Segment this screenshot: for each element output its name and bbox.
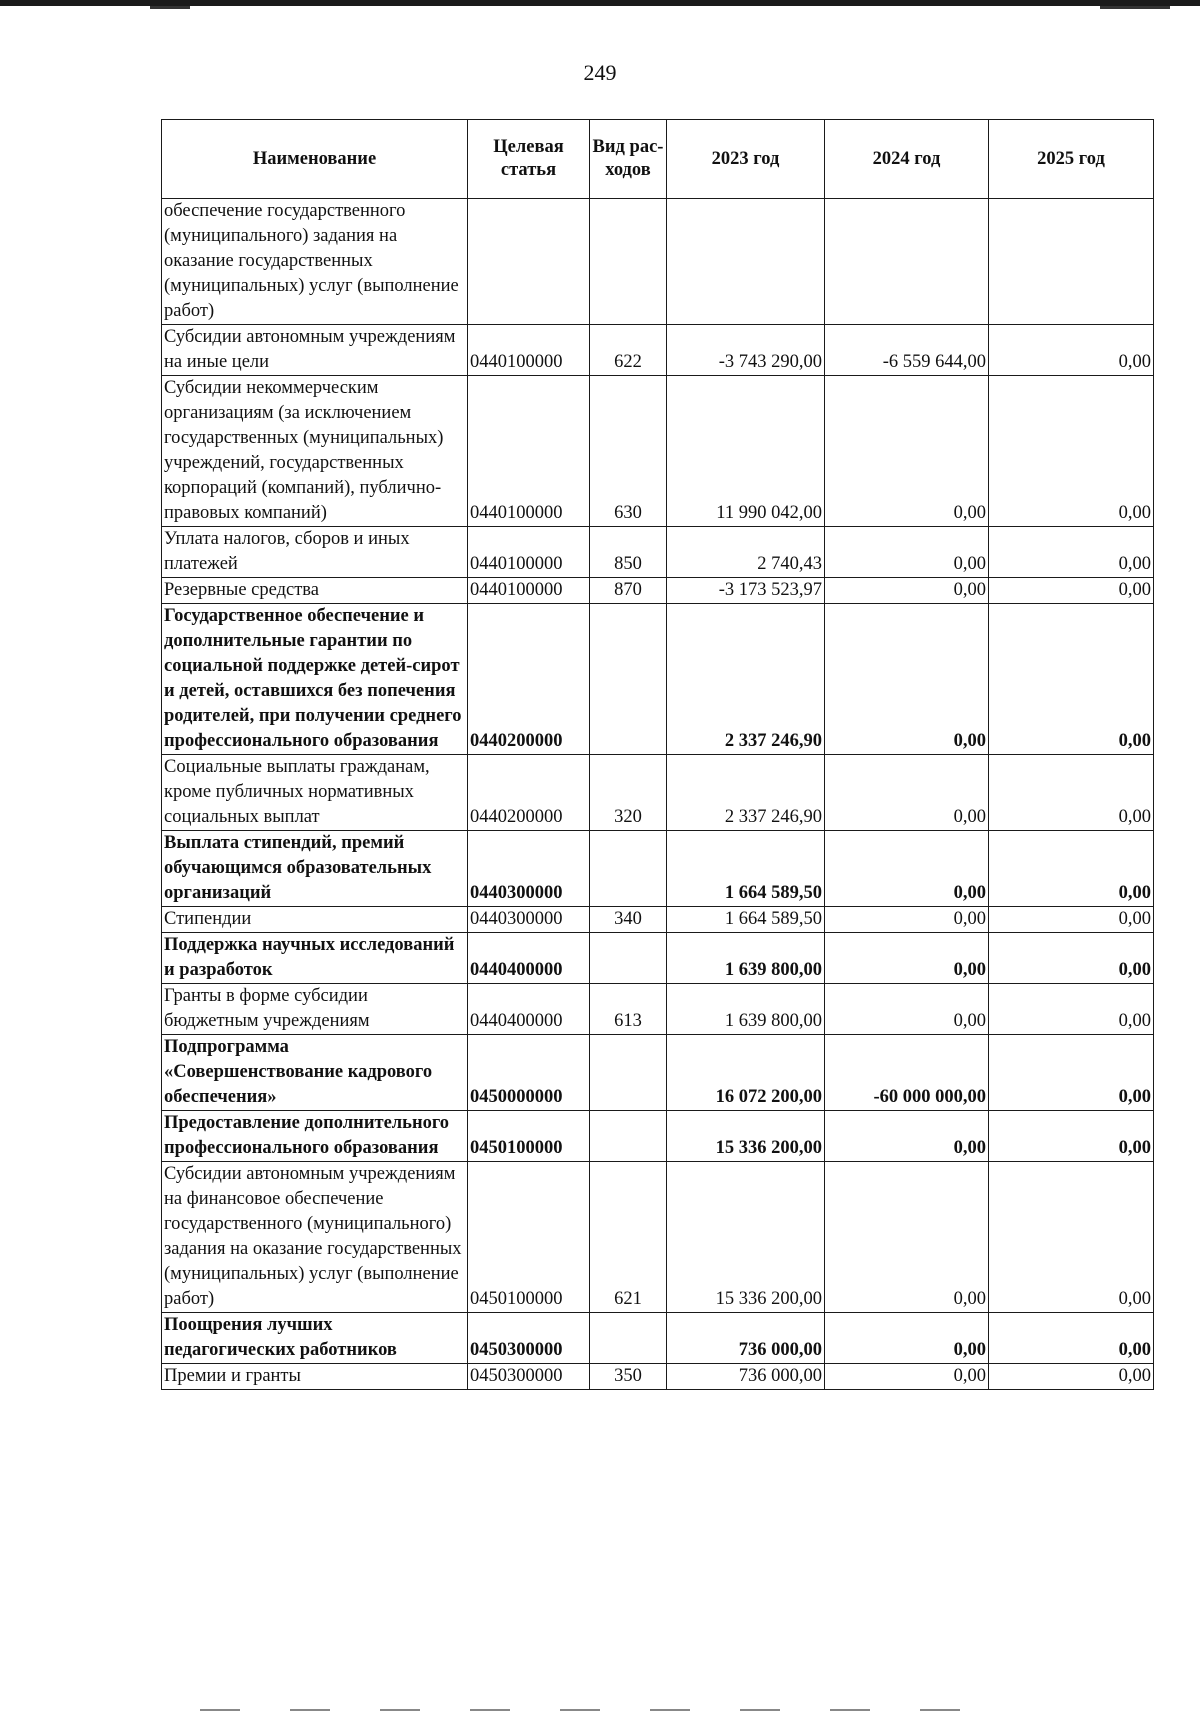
- cell-expense-type: 630: [590, 376, 667, 527]
- cell-expense-type: 613: [590, 984, 667, 1035]
- cell-2025: 0,00: [989, 604, 1154, 755]
- cell-target-article: 0440100000: [468, 376, 590, 527]
- scan-bottom-marks: [200, 1709, 960, 1711]
- header-code: Целевая статья: [468, 120, 590, 199]
- cell-2025: 0,00: [989, 755, 1154, 831]
- cell-2023: 16 072 200,00: [667, 1035, 825, 1111]
- cell-target-article: 0450300000: [468, 1313, 590, 1364]
- header-kind: Вид рас- ходов: [590, 120, 667, 199]
- cell-2023: 736 000,00: [667, 1364, 825, 1390]
- cell-2024: 0,00: [825, 578, 989, 604]
- table-row: [162, 604, 1154, 755]
- cell-2024: 0,00: [825, 1111, 989, 1162]
- header-2024: 2024 год: [825, 120, 989, 199]
- cell-target-article: 0450300000: [468, 1364, 590, 1390]
- cell-name: Субсидии некоммерческим организациям (за исключением государственных (муниципальных) учреждений, государственных корпораций (компаний), публично-правовых компаний): [162, 376, 468, 527]
- cell-target-article: [468, 199, 590, 325]
- cell-expense-type: 622: [590, 325, 667, 376]
- header-2025: 2025 год: [989, 120, 1154, 199]
- cell-2024: 0,00: [825, 755, 989, 831]
- cell-2024: -60 000 000,00: [825, 1035, 989, 1111]
- cell-expense-type: 340: [590, 907, 667, 933]
- header-2023: 2023 год: [667, 120, 825, 199]
- table-row: [162, 1111, 1154, 1162]
- cell-name: Уплата налогов, сборов и иных платежей: [162, 527, 468, 578]
- table-row: [162, 527, 1154, 578]
- table-row: [162, 1162, 1154, 1313]
- table-row: [162, 578, 1154, 604]
- cell-2024: 0,00: [825, 1364, 989, 1390]
- cell-name: Резервные средства: [162, 578, 468, 604]
- cell-expense-type: [590, 199, 667, 325]
- cell-expense-type: [590, 1313, 667, 1364]
- cell-2025: 0,00: [989, 831, 1154, 907]
- cell-expense-type: [590, 831, 667, 907]
- cell-2023: 2 337 246,90: [667, 755, 825, 831]
- cell-expense-type: 621: [590, 1162, 667, 1313]
- cell-2023: 15 336 200,00: [667, 1162, 825, 1313]
- cell-2025: 0,00: [989, 1313, 1154, 1364]
- cell-2024: 0,00: [825, 831, 989, 907]
- cell-2023: -3 173 523,97: [667, 578, 825, 604]
- scan-top-edge: [0, 0, 1200, 6]
- cell-name: Поощрения лучших педагогических работников: [162, 1313, 468, 1364]
- cell-name: Государственное обеспечение и дополнительные гарантии по социальной поддержке детей-сирот и детей, оставшихся без попечения родителей, при получении среднего профессионального образования: [162, 604, 468, 755]
- cell-name: Социальные выплаты гражданам, кроме публичных нормативных социальных выплат: [162, 755, 468, 831]
- cell-expense-type: 850: [590, 527, 667, 578]
- cell-2025: 0,00: [989, 527, 1154, 578]
- cell-target-article: 0440300000: [468, 907, 590, 933]
- cell-2025: 0,00: [989, 933, 1154, 984]
- cell-2024: 0,00: [825, 527, 989, 578]
- page-number: 249: [583, 60, 617, 85]
- cell-2023: 2 337 246,90: [667, 604, 825, 755]
- cell-2024: [825, 199, 989, 325]
- table-row: [162, 933, 1154, 984]
- table-row: [162, 376, 1154, 527]
- cell-name: обеспечение государственного (муниципального) задания на оказание государственных (муниципальных) услуг (выполнение работ): [162, 199, 468, 325]
- cell-expense-type: [590, 1035, 667, 1111]
- table-row: [162, 831, 1154, 907]
- table-row: [162, 325, 1154, 376]
- cell-2025: 0,00: [989, 1162, 1154, 1313]
- cell-2025: 0,00: [989, 1364, 1154, 1390]
- cell-2024: 0,00: [825, 933, 989, 984]
- cell-2023: [667, 199, 825, 325]
- cell-expense-type: 870: [590, 578, 667, 604]
- cell-2024: 0,00: [825, 604, 989, 755]
- cell-2023: 1 664 589,50: [667, 831, 825, 907]
- cell-2024: -6 559 644,00: [825, 325, 989, 376]
- cell-2023: 1 664 589,50: [667, 907, 825, 933]
- cell-name: Премии и гранты: [162, 1364, 468, 1390]
- cell-2023: 15 336 200,00: [667, 1111, 825, 1162]
- table-row: [162, 984, 1154, 1035]
- cell-2024: 0,00: [825, 376, 989, 527]
- table-row: [162, 907, 1154, 933]
- table-row: [162, 1313, 1154, 1364]
- cell-2023: -3 743 290,00: [667, 325, 825, 376]
- cell-2024: 0,00: [825, 1313, 989, 1364]
- cell-target-article: 0440400000: [468, 984, 590, 1035]
- table-row: [162, 1035, 1154, 1111]
- cell-2025: 0,00: [989, 907, 1154, 933]
- cell-expense-type: 320: [590, 755, 667, 831]
- cell-2023: 1 639 800,00: [667, 984, 825, 1035]
- cell-name: Стипендии: [162, 907, 468, 933]
- cell-name: Субсидии автономным учреждениям на финансовое обеспечение государственного (муниципального) задания на оказание государственных (муниципальных) услуг (выполнение работ): [162, 1162, 468, 1313]
- cell-2025: [989, 199, 1154, 325]
- cell-expense-type: 350: [590, 1364, 667, 1390]
- cell-2024: 0,00: [825, 907, 989, 933]
- cell-expense-type: [590, 933, 667, 984]
- cell-name: Гранты в форме субсидии бюджетным учреждениям: [162, 984, 468, 1035]
- cell-target-article: 0450100000: [468, 1162, 590, 1313]
- cell-name: Поддержка научных исследований и разработок: [162, 933, 468, 984]
- cell-target-article: 0440100000: [468, 578, 590, 604]
- cell-expense-type: [590, 1111, 667, 1162]
- cell-2023: 2 740,43: [667, 527, 825, 578]
- cell-2025: 0,00: [989, 1035, 1154, 1111]
- cell-target-article: 0450100000: [468, 1111, 590, 1162]
- cell-target-article: 0440100000: [468, 527, 590, 578]
- header-row: [162, 120, 1154, 199]
- table-row: [162, 755, 1154, 831]
- table-row: [162, 199, 1154, 325]
- cell-target-article: 0450000000: [468, 1035, 590, 1111]
- table-body: [162, 199, 1154, 1390]
- table-row: [162, 1364, 1154, 1390]
- cell-2023: 11 990 042,00: [667, 376, 825, 527]
- cell-2023: 1 639 800,00: [667, 933, 825, 984]
- budget-table: [161, 119, 1154, 1390]
- cell-name: Выплата стипендий, премий обучающимся образовательных организаций: [162, 831, 468, 907]
- cell-expense-type: [590, 604, 667, 755]
- cell-name: Субсидии автономным учреждениям на иные цели: [162, 325, 468, 376]
- cell-2023: 736 000,00: [667, 1313, 825, 1364]
- cell-2025: 0,00: [989, 984, 1154, 1035]
- cell-target-article: 0440200000: [468, 604, 590, 755]
- cell-2024: 0,00: [825, 1162, 989, 1313]
- cell-target-article: 0440200000: [468, 755, 590, 831]
- cell-name: Предоставление дополнительного профессионального образования: [162, 1111, 468, 1162]
- cell-2025: 0,00: [989, 1111, 1154, 1162]
- cell-name: Подпрограмма «Совершенствование кадрового обеспечения»: [162, 1035, 468, 1111]
- table-header: [162, 120, 1154, 199]
- cell-2025: 0,00: [989, 325, 1154, 376]
- cell-2025: 0,00: [989, 376, 1154, 527]
- cell-target-article: 0440300000: [468, 831, 590, 907]
- cell-target-article: 0440400000: [468, 933, 590, 984]
- cell-2024: 0,00: [825, 984, 989, 1035]
- cell-target-article: 0440100000: [468, 325, 590, 376]
- header-name: Наименование: [162, 120, 468, 199]
- cell-2025: 0,00: [989, 578, 1154, 604]
